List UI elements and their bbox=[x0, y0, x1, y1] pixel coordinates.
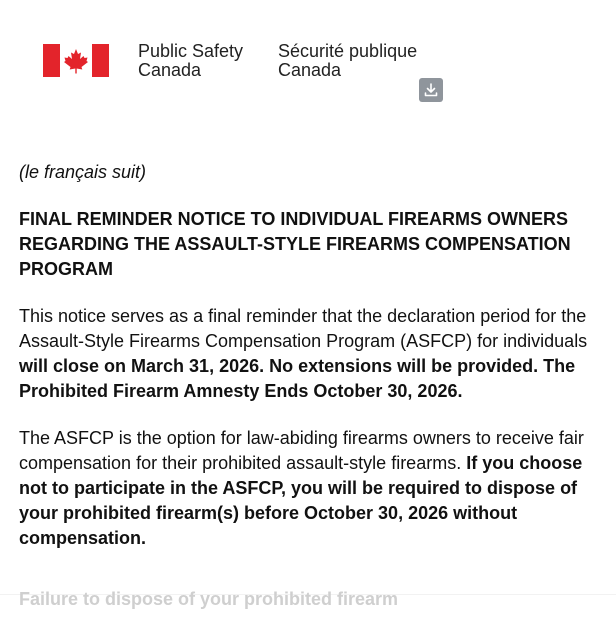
notice-body bbox=[19, 160, 589, 573]
paragraph-asfcp-option-text: The ASFCP is the option for law-abiding firearms owners to receive fair compensation for their prohibited assault-style firearms. bbox=[19, 428, 584, 473]
org-name-french bbox=[278, 42, 417, 80]
canada-flag-logo bbox=[43, 44, 109, 77]
email-header bbox=[0, 0, 616, 110]
download-icon bbox=[424, 83, 438, 97]
org-name-english-line2: Canada bbox=[138, 60, 202, 80]
org-name-french-line1: Sécurité publique bbox=[278, 41, 418, 61]
partial-paragraph: Failure to dispose of your prohibited firearm bbox=[19, 589, 399, 609]
org-name-english bbox=[138, 42, 243, 80]
scroll-cutoff bbox=[0, 589, 616, 628]
notice-title: FINAL REMINDER NOTICE TO INDIVIDUAL FIREARMS OWNERS REGARDING THE ASSAULT-STYLE FIREARMS COMPENSATION PROGRAM bbox=[19, 209, 571, 279]
paragraph-declaration-period-text: This notice serves as a final reminder that the declaration period for the Assault-Style Firearms Compensation Program (ASFCP) for individuals bbox=[19, 306, 588, 351]
paragraph-declaration-period-emphasis: will close on March 31, 2026. No extensions will be provided. The Prohibited Firearm Amnesty Ends October 30, 2026. bbox=[19, 356, 576, 401]
org-name-english-line1: Public Safety bbox=[138, 41, 244, 61]
french-follows-note: (le français suit) bbox=[19, 162, 147, 182]
paragraph-declaration-period bbox=[19, 304, 589, 404]
org-name-french-line2: Canada bbox=[278, 60, 342, 80]
paragraph-asfcp-option-emphasis: If you choose not to participate in the ASFCP, you will be required to dispose of your prohibited firearm(s) before October 30, 2026 without compensation. bbox=[19, 453, 583, 548]
download-button[interactable] bbox=[419, 78, 443, 102]
paragraph-asfcp-option bbox=[19, 426, 589, 551]
